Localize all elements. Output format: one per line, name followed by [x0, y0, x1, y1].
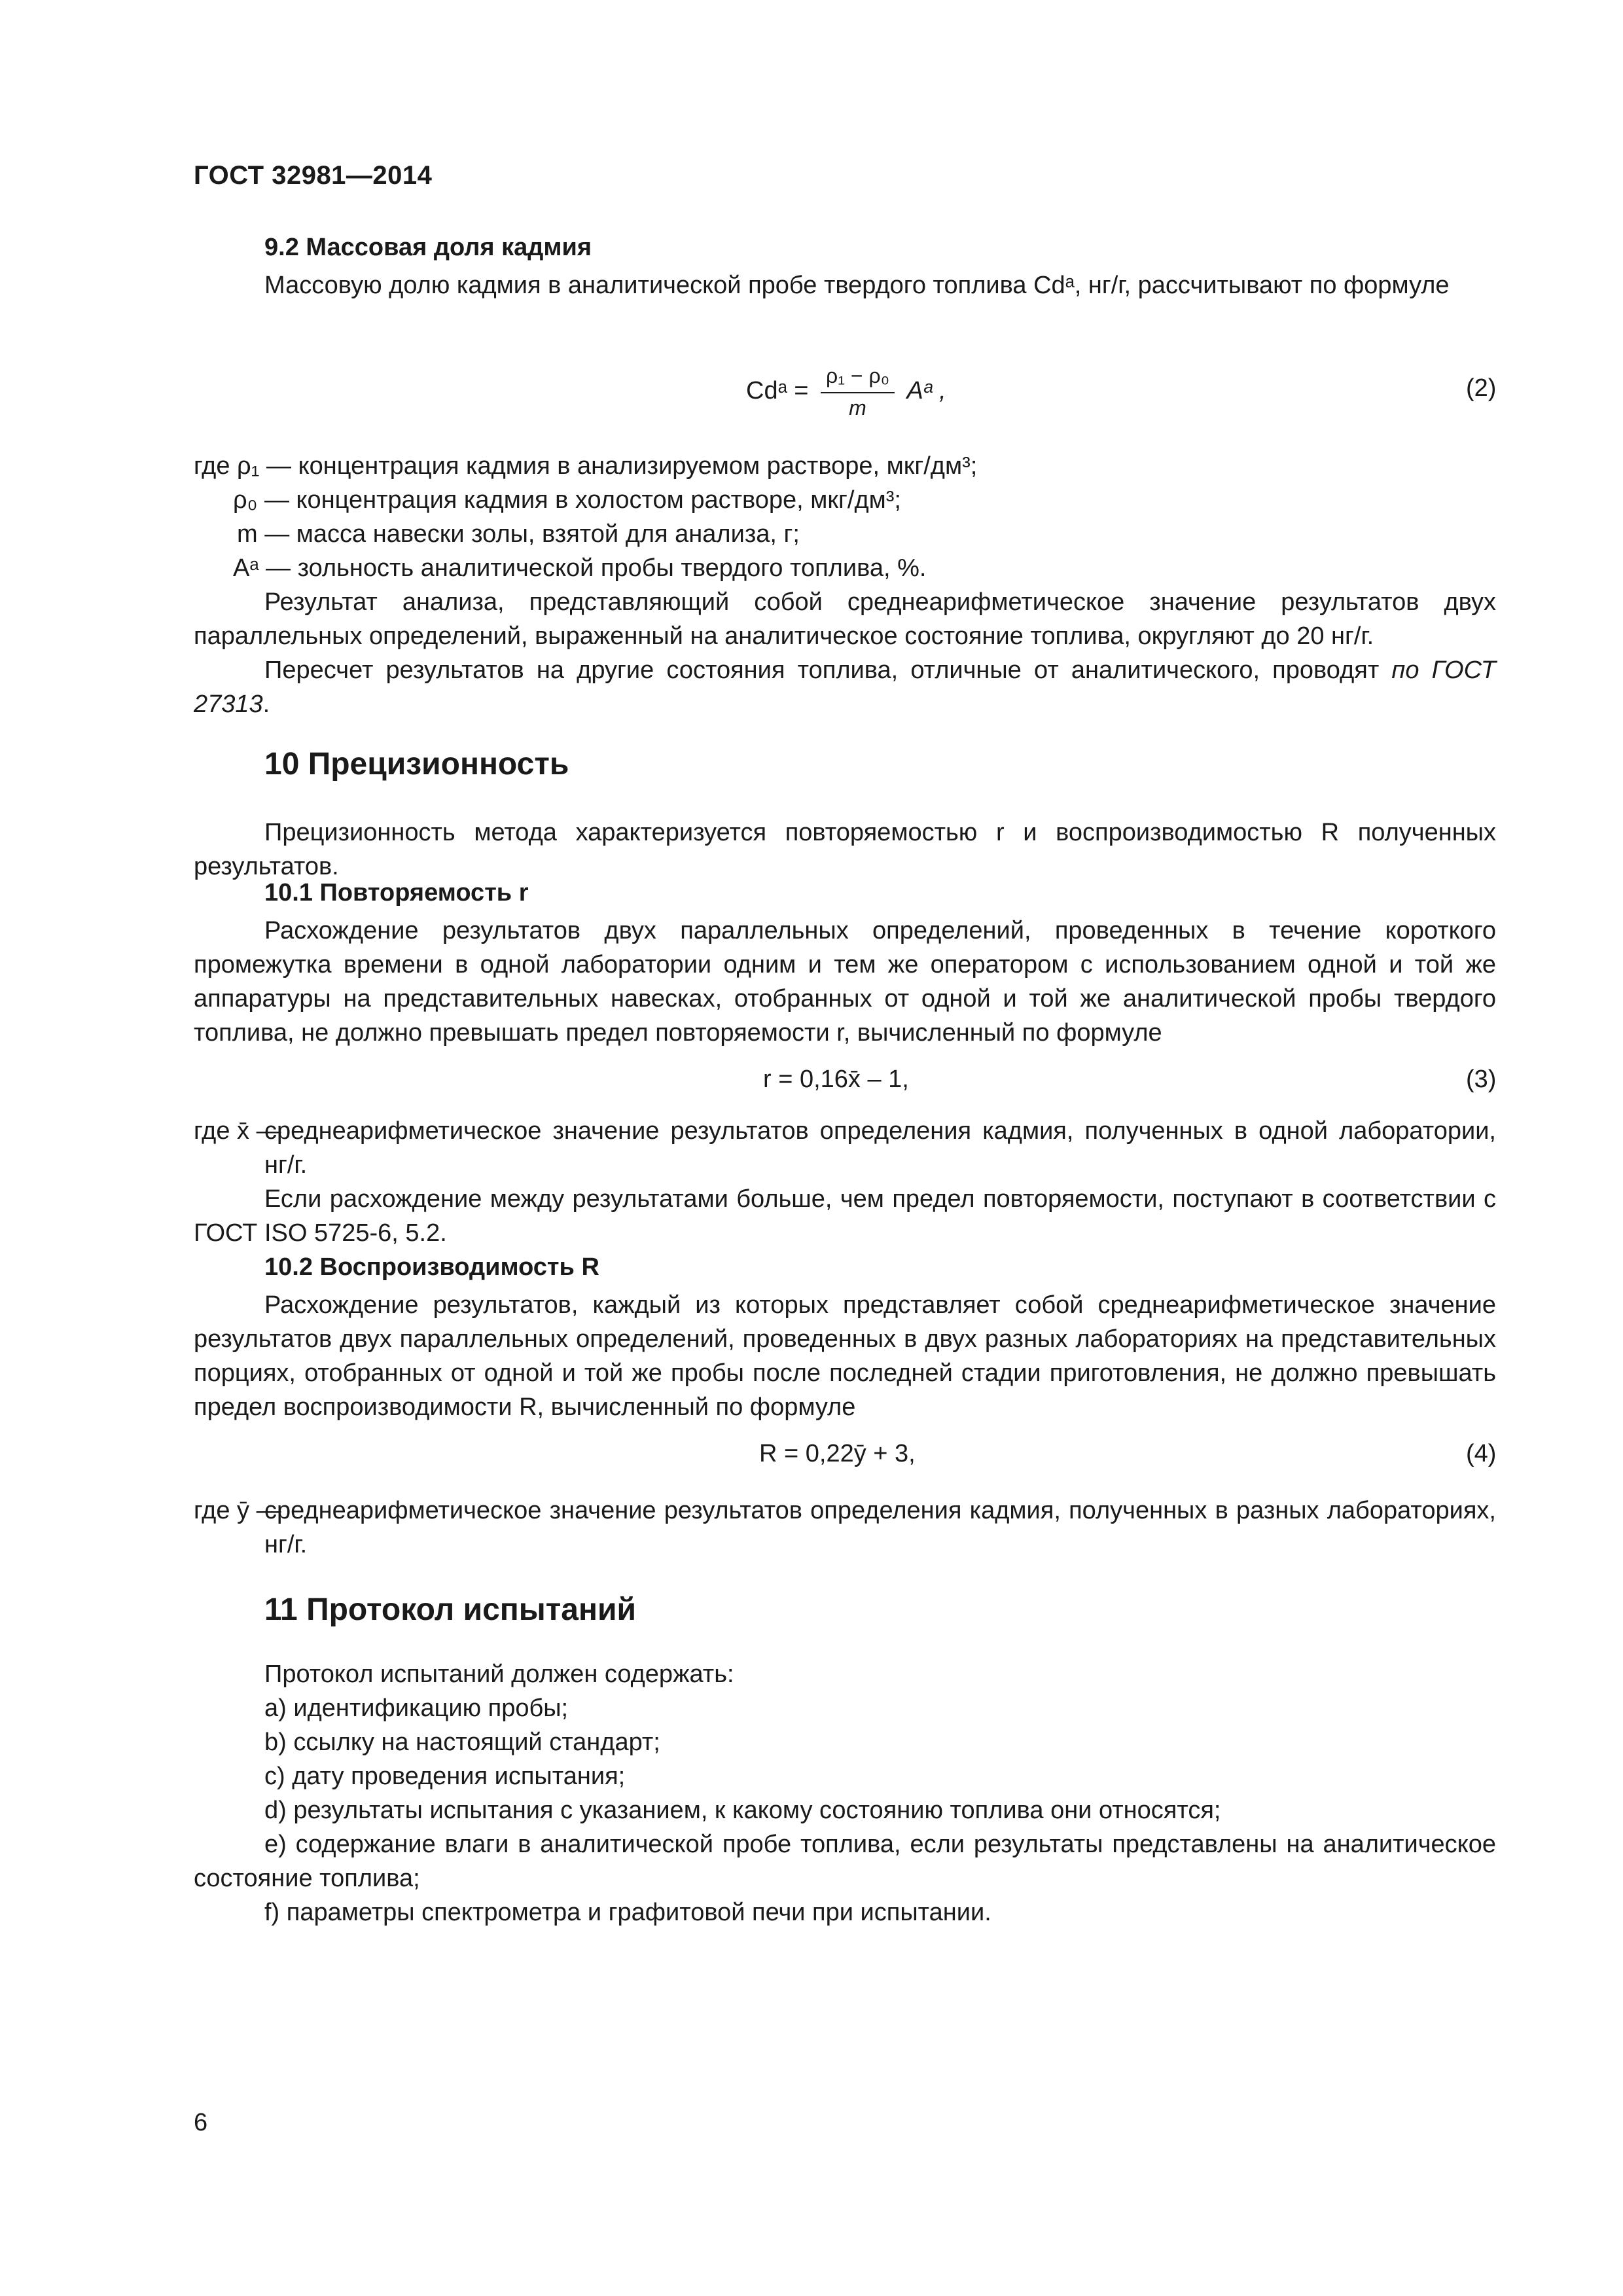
where-y-text: среднеарифметическое значение результатов определения кадмия, полученных в разных лабораториях, нг/г.: [264, 1497, 1496, 1558]
formula-2-rhs: Aᵃ ,: [906, 377, 946, 405]
formula-3-number: (3): [1466, 1066, 1497, 1093]
recalc-reference: по ГОСТ 27313: [194, 656, 1496, 718]
protocol-item-d: d) результаты испытания с указанием, к какому состоянию топлива они относятся;: [264, 1797, 1221, 1824]
where-y-label: где ȳ —: [194, 1497, 281, 1524]
where-x-label: где x̄ —: [194, 1117, 281, 1145]
formula-2-lhs: Cdᵃ =: [746, 377, 809, 405]
section-9-2-result: Результат анализа, представляющий собой среднеарифметическое значение результатов двух параллельных определений, выраженный на аналитическое состояние топлива, округляют до 20 нг/г.: [194, 588, 1496, 650]
section-10-1-text: Расхождение результатов двух параллельных определений, проведенных в течение короткого промежутка времени в одной лаборатории одним и тем же оператором с использованием одной и той же аппаратуры на представительных навесках, отобранных от одной и той же аналитической пробы твердого топлива, не должно превышать предел повторяемости r, вычисленный по формуле: [194, 917, 1496, 1047]
section-10-1-title: 10.1 Повторяемость r: [264, 879, 529, 906]
section-10-1-exceed: Если расхождение между результатами больше, чем предел повторяемости, поступают в соответствии с ГОСТ ISO 5725-6, 5.2.: [194, 1185, 1496, 1247]
formula-2-numerator: ρ₁ − ρ₀: [821, 364, 895, 393]
protocol-item-f: f) параметры спектрометра и графитовой печи при испытании.: [264, 1899, 991, 1926]
protocol-item-e: е) содержание влаги в аналитической пробе топлива, если результаты представлены на аналитическое состояние топлива;: [194, 1831, 1496, 1892]
section-10-title: 10 Прецизионность: [264, 747, 569, 781]
document-id: ГОСТ 32981—2014: [194, 161, 433, 190]
page-number: 6: [194, 2109, 208, 2136]
section-9-2-title: 9.2 Массовая доля кадмия: [264, 234, 592, 261]
protocol-item-c: с) дату проведения испытания;: [264, 1763, 626, 1790]
formula-4: R = 0,22ȳ + 3,: [759, 1440, 916, 1467]
formula-3: r = 0,16x̄ – 1,: [763, 1066, 909, 1093]
where-rho0: ρ₀ — концентрация кадмия в холостом растворе, мкг/дм³;: [233, 486, 901, 514]
section-10-intro: Прецизионность метода характеризуется повторяемостью r и воспроизводимостью R полученных результатов.: [194, 819, 1496, 880]
section-10-2-title: 10.2 Воспроизводимость R: [264, 1253, 599, 1281]
where-x-text: среднеарифметическое значение результатов определения кадмия, полученных в одной лаборатории, нг/г.: [264, 1117, 1496, 1179]
section-11-intro: Протокол испытаний должен содержать:: [264, 1660, 734, 1688]
section-10-2-text: Расхождение результатов, каждый из которых представляет собой среднеарифметическое значение результатов двух параллельных определений, проведенных в двух разных лабораториях на представительных порциях, отобранных от одной и той же пробы после последней стадии приготовления, не должно превышать предел воспроизводимости R, вычисленный по формуле: [194, 1291, 1496, 1421]
where-m: m — масса навески золы, взятой для анализа, г;: [237, 520, 800, 548]
recalc-text: Пересчет результатов на другие состояния топлива, отличные от аналитического, проводят: [264, 656, 1380, 684]
protocol-item-b: b) ссылку на настоящий стандарт;: [264, 1729, 660, 1756]
formula-2: [746, 364, 946, 420]
protocol-item-a: а) идентификацию пробы;: [264, 1695, 569, 1722]
section-9-2-intro: Массовую долю кадмия в аналитической пробе твердого топлива Cdᵃ, нг/г, рассчитывают по формуле: [264, 272, 1450, 299]
section-9-2-recalc: [194, 653, 1496, 721]
where-rho1: где ρ₁ — концентрация кадмия в анализируемом растворе, мкг/дм³;: [194, 452, 978, 480]
formula-4-number: (4): [1466, 1440, 1497, 1467]
formula-2-fraction: [821, 364, 895, 420]
formula-2-denominator: m: [849, 396, 866, 420]
section-11-title: 11 Протокол испытаний: [264, 1592, 636, 1627]
formula-2-number: (2): [1466, 374, 1497, 402]
where-a: Aᵃ — зольность аналитической пробы твердого топлива, %.: [233, 554, 927, 582]
recalc-end: .: [262, 691, 270, 718]
